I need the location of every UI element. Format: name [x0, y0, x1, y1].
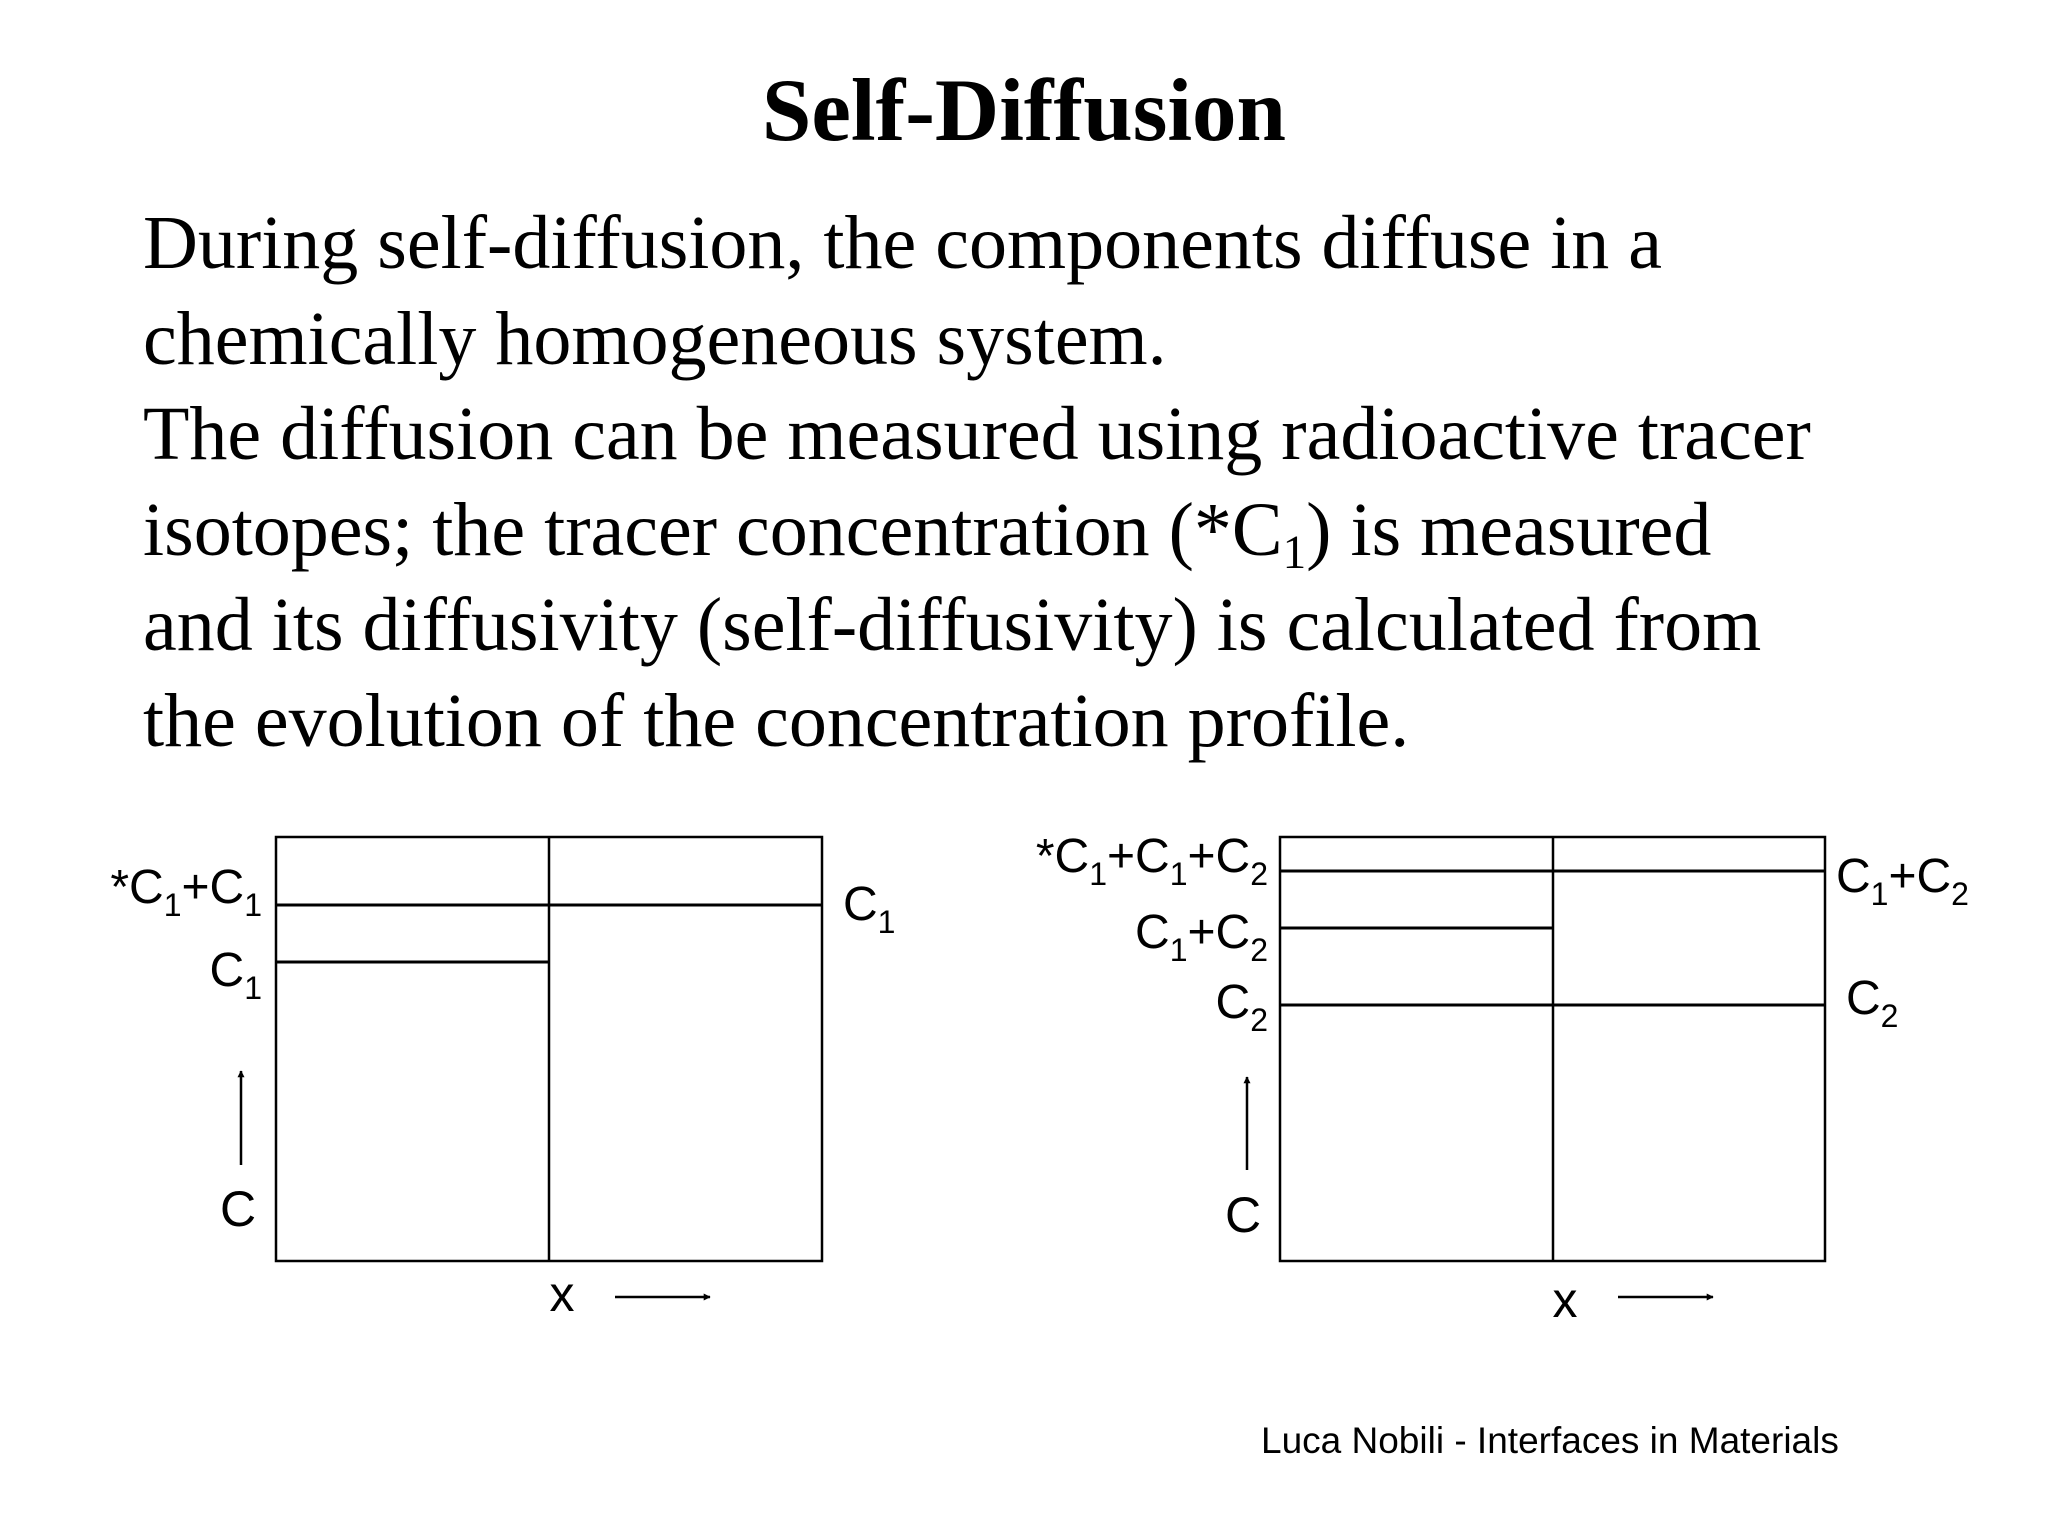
- diagram-left: [241, 837, 822, 1297]
- body-line: The diffusion can be measured using radioactive tracer: [143, 392, 1811, 476]
- label-right-c1c2: $C_1+C_2$: [1836, 850, 1969, 912]
- axis-x-label: x: [549, 1266, 575, 1322]
- body-line: During self-diffusion, the components diffuse in a: [143, 201, 1663, 285]
- footer-credit: Luca Nobili - Interfaces in Materials: [1261, 1420, 1839, 1461]
- body-text-segment: ) is measured: [1306, 487, 1712, 572]
- axis-x-label: x: [1552, 1272, 1578, 1328]
- slide-title: Self-Diffusion: [761, 62, 1287, 160]
- axis-y-label: C: [1224, 1187, 1262, 1243]
- label-tracer-total: $*C_1+C_1$: [110, 861, 262, 923]
- label-c1c2: $C_1+C_2$: [1135, 906, 1268, 968]
- label-c1: $C_1$: [209, 944, 262, 1006]
- diagram-left-labels: [110, 861, 895, 1322]
- body-line: and its diffusivity (self-diffusivity) is calculated from: [143, 583, 1762, 667]
- body-line: the evolution of the concentration profile.: [143, 678, 1410, 763]
- label-c2: $C_2$: [1215, 976, 1268, 1038]
- label-right-c2: $C_2$: [1846, 972, 1899, 1034]
- label-tracer-total: $*C_1+C_1+C_2$: [1035, 830, 1268, 892]
- label-right-c1: $C_1$: [843, 878, 896, 940]
- diagram-right-labels: [1036, 830, 1969, 1328]
- diagram-right: [1247, 837, 1825, 1297]
- subscript: 1: [1282, 526, 1307, 579]
- body-text-segment: isotopes; the tracer concentration (*C: [143, 487, 1283, 572]
- body-line: chemically homogeneous system.: [143, 296, 1167, 381]
- axis-y-label: C: [219, 1181, 257, 1237]
